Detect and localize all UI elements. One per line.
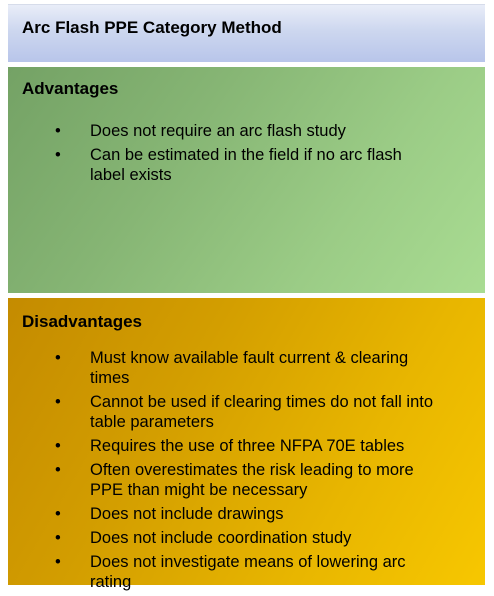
advantage-text: Does not require an arc flash study	[90, 122, 346, 140]
list-item	[8, 392, 438, 432]
list-item	[8, 145, 438, 185]
disadvantage-text: Must know available fault current & clearing times	[90, 349, 409, 387]
disadvantage-text: Requires the use of three NFPA 70E tables	[90, 437, 405, 455]
bullet-icon: •	[55, 146, 61, 164]
bullet-icon: •	[55, 437, 61, 455]
bullet-icon: •	[55, 349, 61, 367]
list-item	[8, 528, 438, 548]
bullet-icon: •	[55, 505, 61, 523]
bullet-icon: •	[55, 122, 61, 140]
page-title: Arc Flash PPE Category Method	[22, 18, 282, 37]
list-item	[8, 348, 438, 388]
list-item	[8, 121, 438, 141]
bullet-icon: •	[55, 553, 61, 571]
disadvantages-heading: Disadvantages	[22, 312, 142, 331]
advantage-text: Can be estimated in the field if no arc flash label exists	[90, 146, 402, 184]
disadvantage-text: Often overestimates the risk leading to more PPE than might be necessary	[90, 461, 414, 499]
disadvantage-text: Does not include coordination study	[90, 529, 352, 547]
disadvantages-list	[8, 348, 438, 596]
list-item	[8, 436, 438, 456]
advantages-panel	[8, 67, 485, 293]
disadvantage-text: Does not include drawings	[90, 505, 284, 523]
advantages-list	[8, 121, 438, 189]
disadvantages-panel	[8, 298, 485, 591]
bullet-icon: •	[55, 461, 61, 479]
bullet-icon: •	[55, 393, 61, 411]
advantages-heading: Advantages	[22, 79, 119, 98]
disadvantage-text: Does not investigate means of lowering arc rating	[90, 553, 406, 591]
disadvantage-text: Cannot be used if clearing times do not fall into table parameters	[90, 393, 434, 431]
bullet-icon: •	[55, 529, 61, 547]
list-item	[8, 460, 438, 500]
title-panel	[8, 4, 485, 62]
list-item	[8, 552, 438, 592]
list-item	[8, 504, 438, 524]
